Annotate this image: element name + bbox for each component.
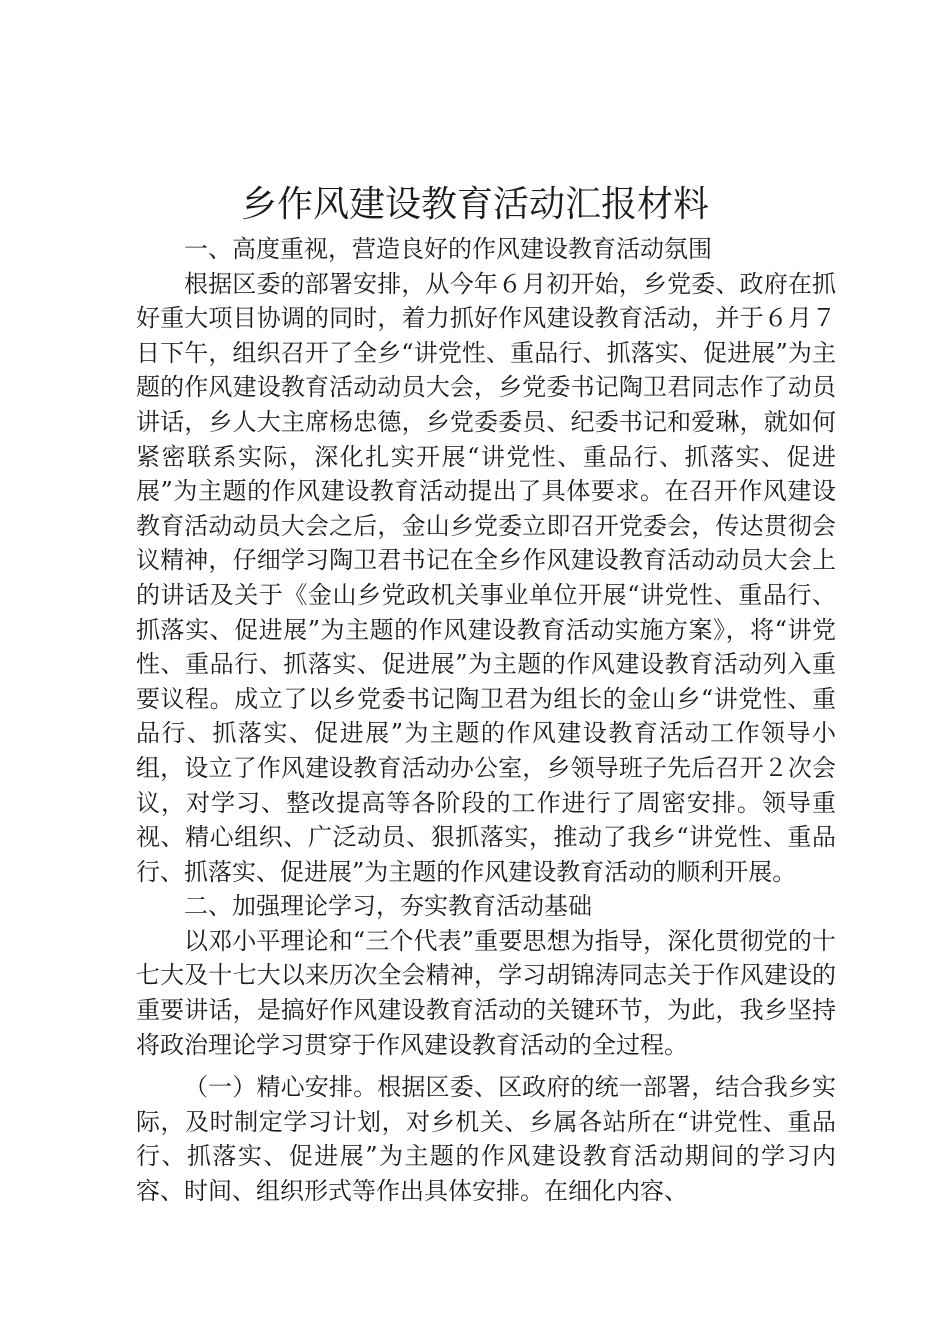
section-heading-2: 二、加强理论学习，夯实教育活动基础	[184, 892, 592, 921]
section-heading-1: 一、高度重视，营造良好的作风建设教育活动氛围	[184, 235, 712, 263]
paragraph: 以邓小平理论和“三个代表”重要思想为指导，深化贯彻党的十七大及十七大以来历次全会精神，学习胡锦涛同志关于作风建设的重要讲话，是搞好作风建设教育活动的关键环节，为此，我乡坚持将政治理论学习贯穿于作风建设教育活动的全过程。	[136, 926, 836, 1059]
paragraph: （一）精心安排。根据区委、区政府的统一部署，结合我乡实际，及时制定学习计划，对乡机关、乡属各站所在“讲党性、重品行、抓落实、促进展”为主题的作风建设教育活动期间的学习内容、时间、组织形式等作出具体安排。在细化内容、	[136, 1073, 836, 1206]
document-title: 乡作风建设教育活动汇报材料	[240, 184, 709, 225]
document-body	[136, 232, 836, 1209]
paragraph: 根据区委的部署安排，从今年６月初开始，乡党委、政府在抓好重大项目协调的同时，着力抓好作风建设教育活动，并于６月７日下午，组织召开了全乡“讲党性、重品行、抓落实、促进展”为主题的作风建设教育活动动员大会，乡党委书记陶卫君同志作了动员讲话，乡人大主席杨忠德，乡党委委员、纪委书记和爱琳，就如何紧密联系实际，深化扎实开展“讲党性、重品行、抓落实、促进展”为主题的作风建设教育活动提出了具体要求。在召开作风建设教育活动动员大会之后，金山乡党委立即召开党委会，传达贯彻会议精神，仔细学习陶卫君书记在全乡作风建设教育活动动员大会上的讲话及关于《金山乡党政机关事业单位开展“讲党性、重品行、抓落实、促进展”为主题的作风建设教育活动实施方案》，将“讲党性、重品行、抓落实、促进展”为主题的作风建设教育活动列入重要议程。成立了以乡党委书记陶卫君为组长的金山乡“讲党性、重品行、抓落实、促进展”为主题的作风建设教育活动工作领导小组，设立了作风建设教育活动办公室，乡领导班子先后召开２次会议，对学习、整改提高等各阶段的工作进行了周密安排。领导重视、精心组织、广泛动员、狠抓落实，推动了我乡“讲党性、重品行、抓落实、促进展”为主题的作风建设教育活动的顺利开展。	[136, 269, 836, 886]
